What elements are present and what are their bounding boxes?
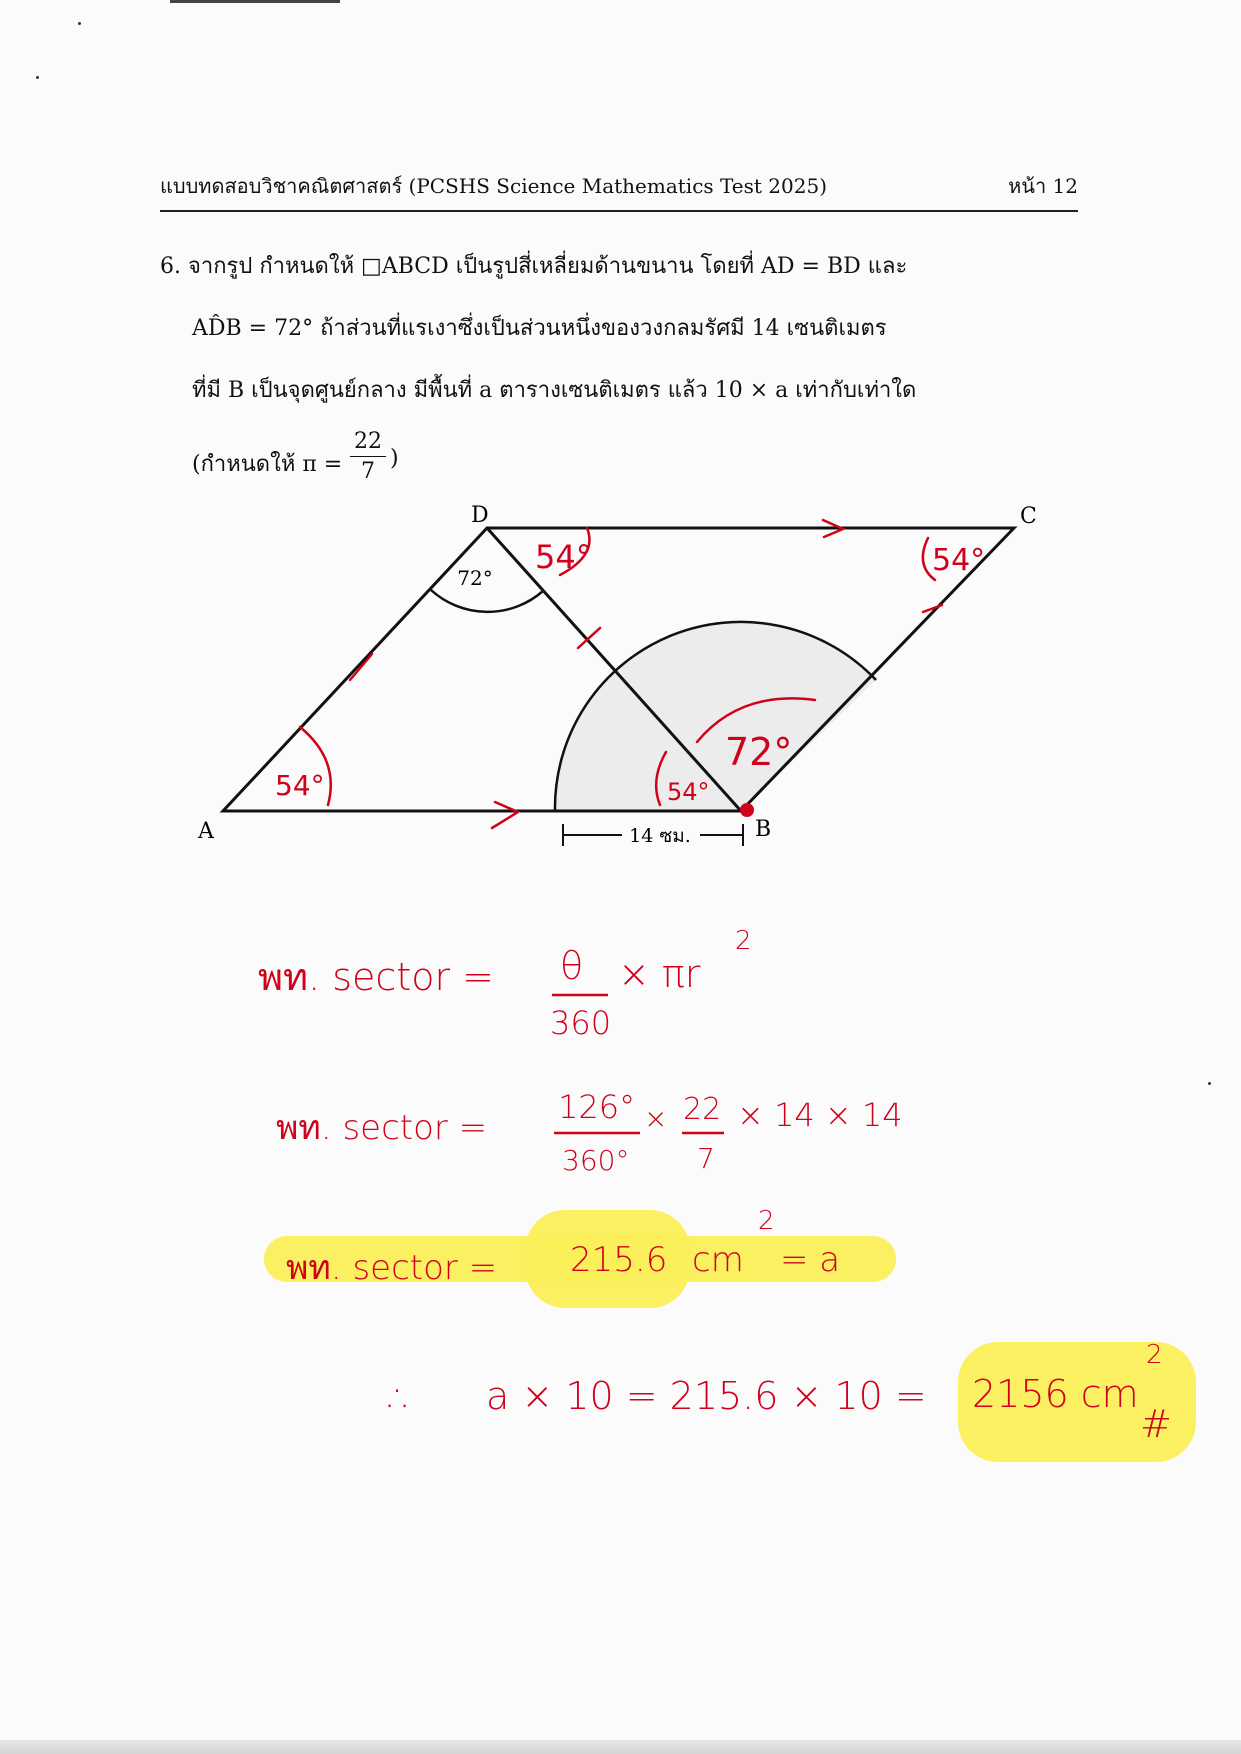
- pi-numerator: 22: [350, 428, 386, 457]
- solution-line-2-num: 126°: [558, 1088, 636, 1126]
- solution-line-2-rhs: × 14 × 14: [737, 1096, 903, 1134]
- solution-line-1-theta: θ: [560, 944, 584, 988]
- exam-title: แบบทดสอบวิชาคณิตศาสตร์ (PCSHS Science Mathematics Test 2025): [160, 174, 828, 198]
- final-answer: 2156 cm: [972, 1372, 1139, 1416]
- angle-arc-d: [431, 590, 543, 612]
- vertex-label-a: A: [198, 819, 214, 844]
- solution-line-1-fraction-bar: [550, 992, 610, 998]
- solution-line-1-exp: 2: [735, 926, 752, 956]
- angle-label-d: 72°: [457, 566, 493, 590]
- annotation-angle-c: 54°: [932, 543, 986, 578]
- solution-line-3-rhs: = a: [780, 1240, 841, 1280]
- given-pi-suffix: ): [390, 446, 399, 471]
- center-point-b: [740, 803, 754, 817]
- solution-line-2-lhs: พท. sector =: [276, 1108, 488, 1148]
- page-number: หน้า 12: [1008, 174, 1078, 198]
- solution-line-3-unit: cm: [692, 1240, 744, 1280]
- question-line-3: ที่มี B เป็นจุดศูนย์กลาง มีพื้นที่ a ตารางเซนติเมตร แล้ว 10 × a เท่ากับเท่าใด: [192, 378, 917, 403]
- therefore-symbol: ∴: [388, 1376, 414, 1422]
- final-answer-mark: #: [1140, 1402, 1172, 1446]
- vertex-label-d: D: [471, 503, 489, 528]
- question-line-1: 6. จากรูป กำหนดให้ □ABCD เป็นรูปสี่เหลี่ยมด้านขนาน โดยที่ AD = BD และ: [160, 254, 908, 279]
- annotation-angle-dba: 54°: [667, 778, 710, 806]
- final-answer-exp: 2: [1146, 1340, 1163, 1370]
- solution-line-1-den: 360: [550, 1004, 612, 1042]
- annotation-angle-a: 54°: [275, 769, 325, 802]
- solution-line-2-den: 360°: [562, 1144, 630, 1177]
- vertex-label-c: C: [1020, 504, 1037, 529]
- parallel-arrow-ab: [492, 802, 518, 828]
- pi-denominator: 7: [361, 459, 375, 484]
- solution-line-2-num2: 22: [683, 1092, 722, 1127]
- solution-line-3-lhs: พท. sector =: [286, 1248, 498, 1288]
- solution-line-2-fraction-bar: [552, 1130, 642, 1136]
- solution-line-2-times: ×: [644, 1102, 668, 1135]
- solution-line-4-expr: a × 10 = 215.6 × 10 =: [486, 1374, 927, 1418]
- tick-mark-ad: [350, 654, 372, 680]
- annotation-angle-dbc: 72°: [725, 730, 793, 774]
- solution-line-1-rhs: × πr: [618, 952, 701, 996]
- solution-line-2-fraction-bar-2: [680, 1130, 726, 1136]
- annotation-angle-bdc: 54°: [535, 538, 592, 576]
- radius-label: 14 ซม.: [629, 825, 691, 847]
- solution-line-3-exp: 2: [758, 1206, 775, 1236]
- page-bottom-edge: [0, 1740, 1241, 1754]
- solution-line-1-lhs: พท. sector =: [258, 955, 495, 999]
- vertex-label-b: B: [755, 817, 772, 842]
- solution-line-3-value: 215.6: [570, 1240, 668, 1280]
- solution-line-2-den2: 7: [697, 1142, 715, 1175]
- given-pi-prefix: (กำหนดให้ π =: [192, 452, 343, 477]
- question-line-2: AD̂B = 72° ถ้าส่วนที่แรเงาซึ่งเป็นส่วนหนึ่งของวงกลมรัศมี 14 เซนติเมตร: [192, 316, 887, 341]
